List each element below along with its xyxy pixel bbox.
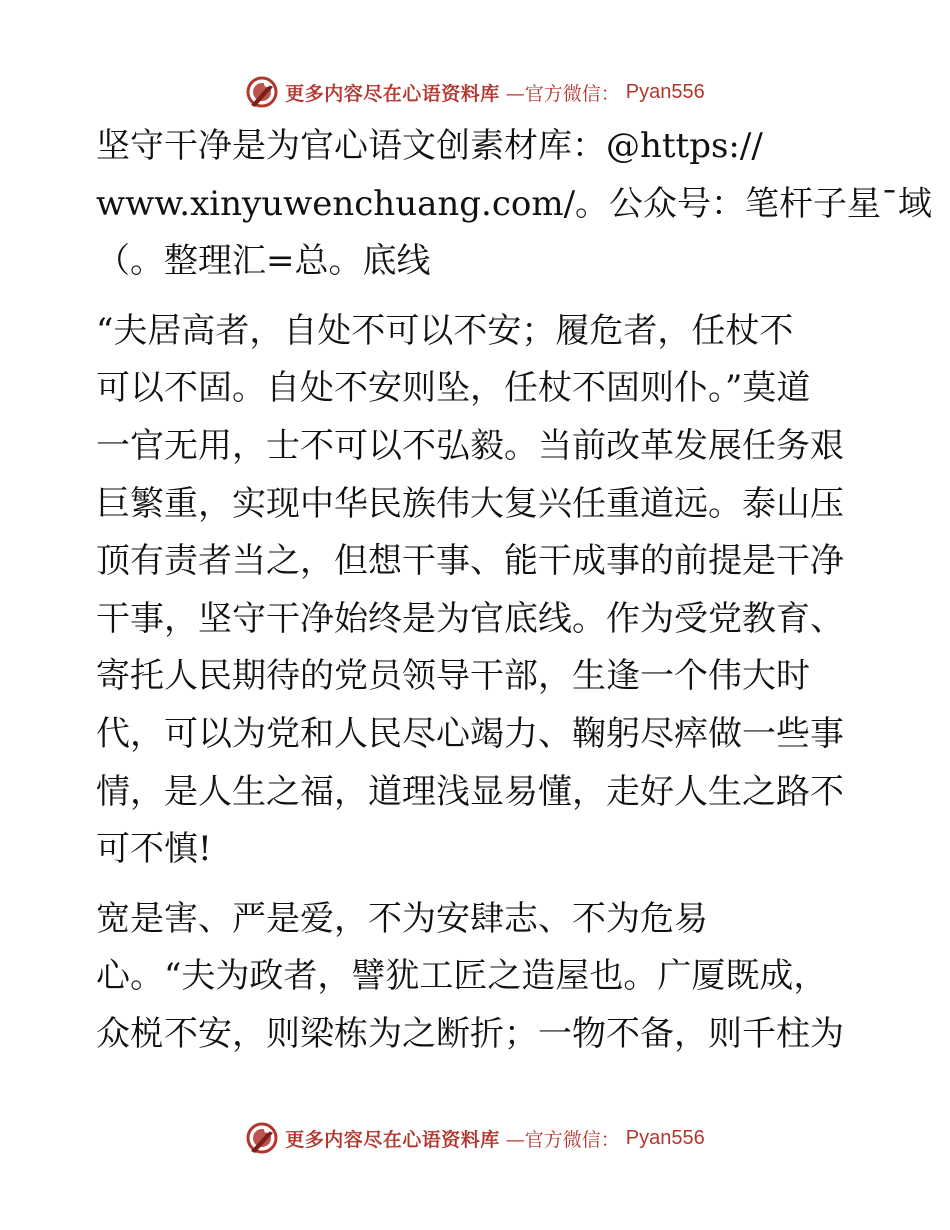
text-line: 巨繁重，实现中华民族伟大复兴任重道远。泰山压 [96,483,844,524]
text-line: 坚守干净是为官心语文创素材库：@https:// [96,126,763,166]
pen-logo-icon [245,75,279,109]
footer-banner [0,1118,950,1158]
text-line: 情，是人生之福，道理浅显易懂，走好人生之路不 [96,771,844,812]
text-line: 众棁不安，则梁栋为之断折；一物不备，则千柱为 [96,1013,844,1054]
text-line: 可不慎! [96,829,212,870]
text-line: “夫居高者，自处不可以不安；履危者，任杖不 [96,310,794,351]
text-line: 一官无用，士不可以不弘毅。当前改革发展任务艰 [96,425,844,466]
banner-main-text: 更多内容尽在心语资料库 [285,1128,500,1151]
text-line: 干事，坚守干净始终是为官底线。作为受党教育、 [96,598,844,639]
header-banner-inner [245,75,705,109]
banner-sub-text: —官方微信： [505,1128,620,1151]
paragraph-2 [96,303,856,879]
text-line: 宽是害、严是爱，不为安肆志、不为危易 [96,898,708,939]
paragraph-gap [96,879,856,891]
text-line: 顶有责者当之，但想干事、能干成事的前提是干净 [96,541,844,582]
text-line: 可以不固。自处不安则坠，任杖不固则仆。”莫道 [96,368,811,409]
document-body [96,118,933,1064]
banner-wechat-id: Pyan556 [625,1126,705,1149]
text-line: 代，可以为党和人民尽心竭力、鞠躬尽瘁做一些事 [96,713,844,754]
text-line: （。整理汇=总。底线 [96,241,431,282]
banner-wechat-id: Pyan556 [625,80,705,103]
footer-banner-inner [245,1121,705,1155]
pen-logo-icon [245,1121,279,1155]
text-line: www.xinyuwenchuang.com/。公众号：笔杆子星¯域 [96,183,933,224]
paragraph-1 [96,118,933,291]
banner-main-text: 更多内容尽在心语资料库 [285,82,500,105]
text-line: 心。“夫为政者，譬犹工匠之造屋也。广厦既成， [96,956,828,997]
banner-sub-text: —官方微信： [505,82,620,105]
paragraph-gap [96,291,856,303]
header-banner [0,72,950,112]
paragraph-3 [96,891,856,1064]
text-line: 寄托人民期待的党员领导干部，生逢一个伟大时 [96,656,810,697]
